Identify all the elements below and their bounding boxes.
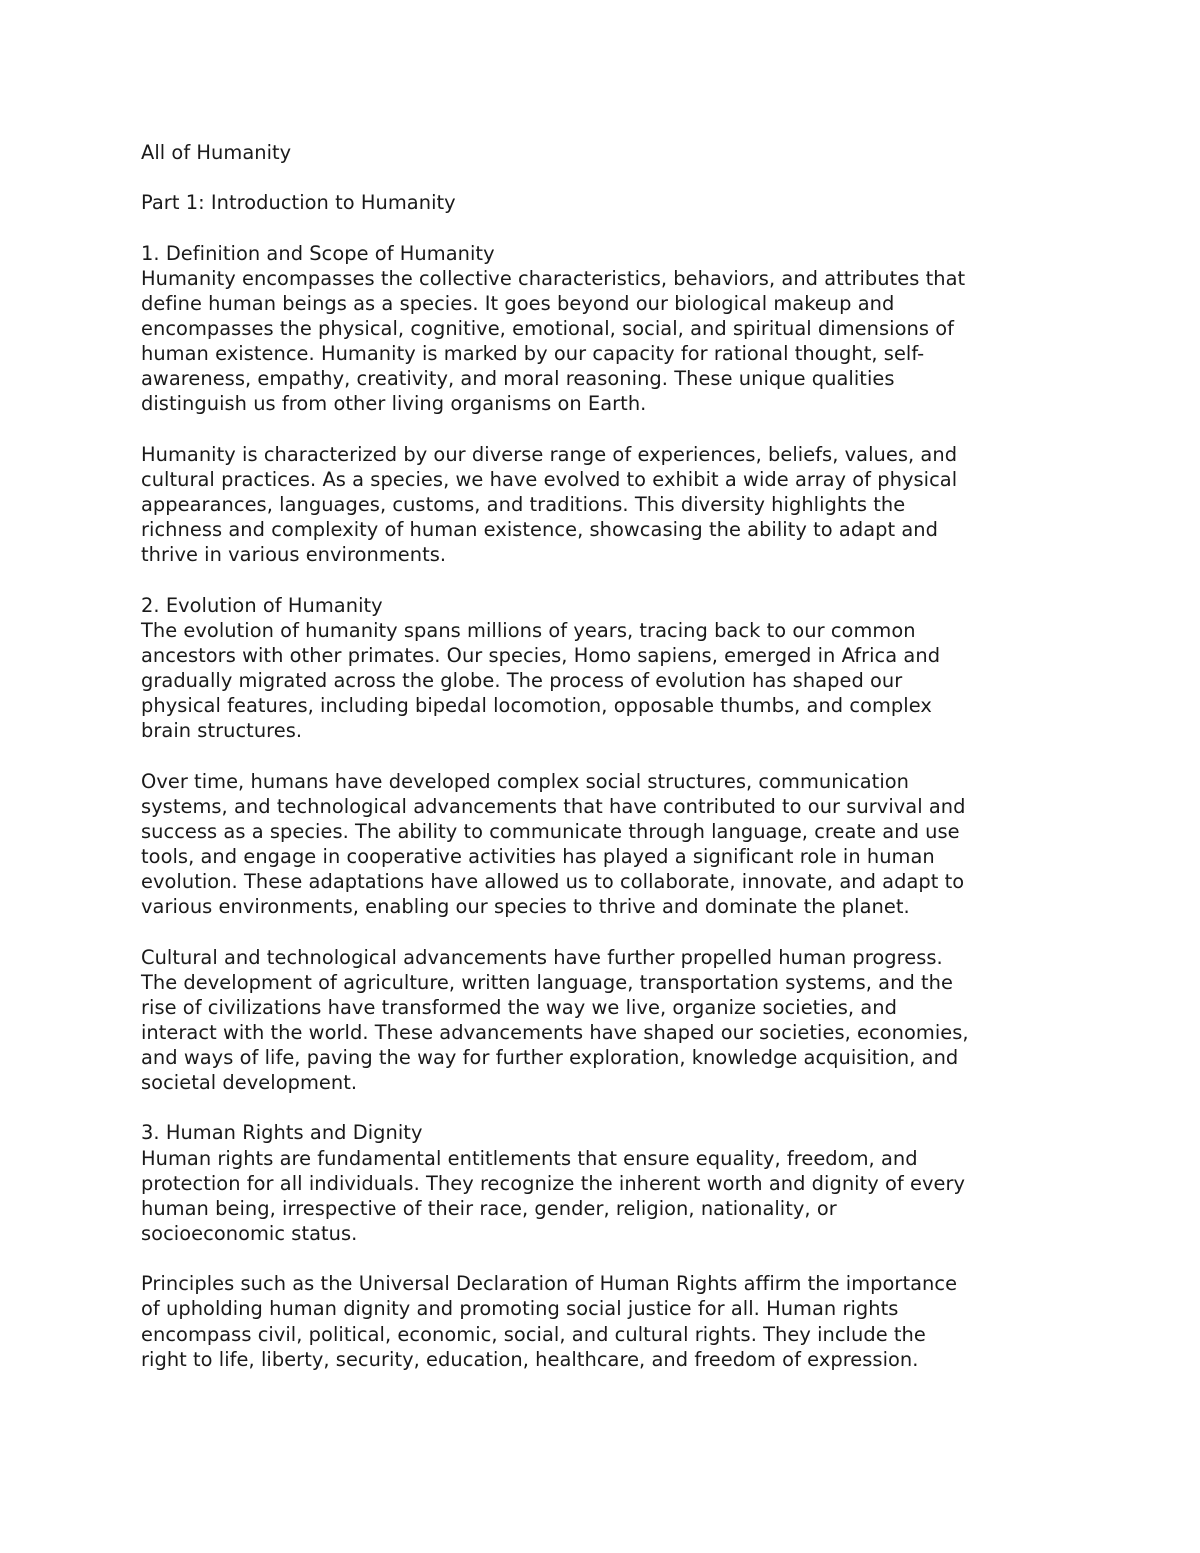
paragraph-line: protection for all individuals. They recognize the inherent worth and dignity of every <box>141 1171 966 1195</box>
paragraph-line: appearances, languages, customs, and traditions. This diversity highlights the <box>141 492 906 516</box>
paragraph-line: human being, irrespective of their race, gender, religion, nationality, or <box>141 1196 837 1220</box>
paragraph-line: gradually migrated across the globe. The process of evolution has shaped our <box>141 668 903 692</box>
section-heading: 2. Evolution of Humanity <box>141 593 383 617</box>
paragraph-line: The development of agriculture, written language, transportation systems, and the <box>141 970 953 994</box>
paragraph-line: systems, and technological advancements that have contributed to our survival and <box>141 794 966 818</box>
paragraph-line: physical features, including bipedal locomotion, opposable thumbs, and complex <box>141 694 932 718</box>
section-definition-and-scope <box>141 241 1066 593</box>
paragraph-line: tools, and engage in cooperative activities has played a significant role in human <box>141 844 935 868</box>
paragraph <box>141 442 1066 568</box>
paragraph <box>141 1146 1066 1247</box>
paragraph-line: define human beings as a species. It goes beyond our biological makeup and <box>141 291 895 315</box>
paragraph-line: evolution. These adaptations have allowed us to collaborate, innovate, and adapt to <box>141 870 965 894</box>
paragraph-line: Humanity encompasses the collective characteristics, behaviors, and attributes that <box>141 266 966 290</box>
paragraph <box>141 618 1066 744</box>
section-heading: 1. Definition and Scope of Humanity <box>141 241 495 265</box>
blank-line <box>141 417 1066 442</box>
paragraph <box>141 266 1066 417</box>
paragraph-line: encompasses the physical, cognitive, emotional, social, and spiritual dimensions of <box>141 316 954 340</box>
paragraph-line: The evolution of humanity spans millions of years, tracing back to our common <box>141 618 916 642</box>
blank-line <box>141 1246 1066 1271</box>
paragraph-line: awareness, empathy, creativity, and moral reasoning. These unique qualities <box>141 367 895 391</box>
paragraph-line: brain structures. <box>141 719 303 743</box>
paragraph-line: and ways of life, paving the way for further exploration, knowledge acquisition, and <box>141 1046 959 1070</box>
paragraph-line: success as a species. The ability to communicate through language, create and use <box>141 819 960 843</box>
paragraph-line: encompass civil, political, economic, social, and cultural rights. They include the <box>141 1322 926 1346</box>
blank-line <box>141 919 1066 944</box>
paragraph <box>141 769 1066 920</box>
blank-line <box>141 743 1066 768</box>
section-heading: 3. Human Rights and Dignity <box>141 1121 423 1145</box>
paragraph-line: cultural practices. As a species, we have evolved to exhibit a wide array of physical <box>141 467 958 491</box>
paragraph-line: interact with the world. These advancements have shaped our societies, economies, <box>141 1020 969 1044</box>
blank-line <box>141 165 1066 190</box>
paragraph-line: thrive in various environments. <box>141 543 447 567</box>
paragraph-line: distinguish us from other living organisms on Earth. <box>141 392 647 416</box>
paragraph-line: Cultural and technological advancements have further propelled human progress. <box>141 945 943 969</box>
paragraph-line: Over time, humans have developed complex social structures, communication <box>141 769 910 793</box>
section-evolution-of-humanity <box>141 593 1066 1121</box>
paragraph-line: human existence. Humanity is marked by our capacity for rational thought, self- <box>141 342 925 366</box>
blank-line <box>141 1095 1066 1120</box>
section-human-rights-and-dignity <box>141 1120 1066 1371</box>
paragraph-line: Humanity is characterized by our diverse range of experiences, beliefs, values, and <box>141 442 958 466</box>
paragraph-line: Principles such as the Universal Declaration of Human Rights affirm the importance <box>141 1272 958 1296</box>
paragraph-line: richness and complexity of human existence, showcasing the ability to adapt and <box>141 518 938 542</box>
blank-line <box>141 215 1066 240</box>
document-title: All of Humanity <box>141 141 292 164</box>
paragraph-line: Human rights are fundamental entitlements that ensure equality, freedom, and <box>141 1146 918 1170</box>
paragraph <box>141 1271 1066 1372</box>
blank-line <box>141 567 1066 592</box>
paragraph-line: right to life, liberty, security, education, healthcare, and freedom of expression. <box>141 1347 919 1371</box>
paragraph <box>141 945 1066 1096</box>
paragraph-line: various environments, enabling our species to thrive and dominate the planet. <box>141 895 910 919</box>
paragraph-line: societal development. <box>141 1071 358 1095</box>
paragraph-line: socioeconomic status. <box>141 1222 358 1246</box>
paragraph-line: ancestors with other primates. Our species, Homo sapiens, emerged in Africa and <box>141 643 941 667</box>
paragraph-line: of upholding human dignity and promoting social justice for all. Human rights <box>141 1297 899 1321</box>
document-body <box>141 140 1066 1372</box>
paragraph-line: rise of civilizations have transformed the way we live, organize societies, and <box>141 995 897 1019</box>
part-heading: Part 1: Introduction to Humanity <box>141 191 456 215</box>
